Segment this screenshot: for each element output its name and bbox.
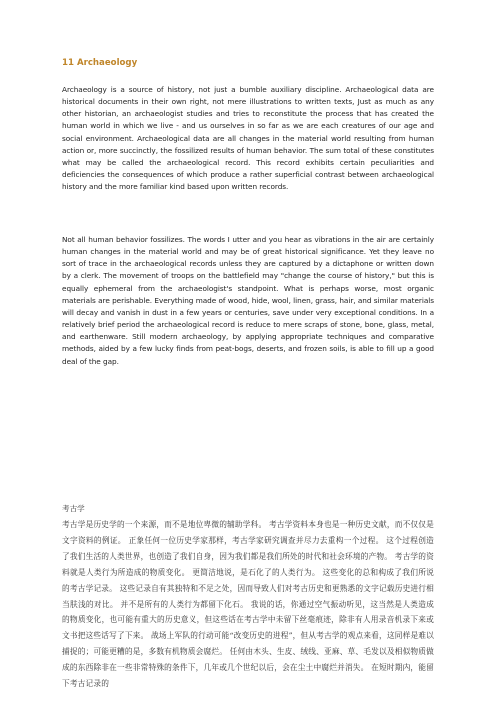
english-paragraph-1: Archaeology is a source of history, not just a bumble auxiliary discipline. Archaeological data are historical documents in their own right, not mere illustrations to written texts, Just as much as any other historian, an archaeologist studies and tries to reconstitute the process that has created the human world in which we live - and us ourselves in so far as we are each creatures of our age and social environment. Archaeological data are all changes in the material world resulting from human action or, more succinctly, the fossilized results of human behavior. The sum total of these constitutes what may be called the archaeological record. This record exhibits certain peculiarities and deficiencies the consequences of which produce a rather superficial contrast between archaeological history and the more familiar kind based upon written records. — [62, 85, 434, 192]
section-title: 11 Archaeology — [62, 58, 138, 68]
chinese-title: 考古学 — [62, 504, 85, 513]
chinese-translation: 考古学是历史学的一个来源，而不是地位卑微的辅助学科。 考古学资料本身也是一种历史文献，而不仅仅是文字资料的例证。 正象任何一位历史学家那样，考古学家研究调查并尽力去重构一个过程。 这个过程创造了我们生活的人类世界，也创造了我们自身，因为我们都是我们所处的时代和社会环境的产物。 考古学的资料就是人类行为所造成的物质变化。 更简洁地说，是石化了的人类行为。 这些变化的总和构成了我们所说的考古学记录。 这些记录自有其独特和不足之处，因而导致人们对考古历史和更熟悉的文字记载历史进行相当肤浅的对比。 并不是所有的人类行为都留下化石。 我说的话，你通过空气振动听见，这当然是人类造成的物质变化，也可能有重大的历史意义，但这些话在考古学中未留下丝毫痕迹，除非有人用录音机录下来或文书把这些话写了下来。 战场上军队的行动可能“改变历史的进程”，但从考古学的观点来看，这同样是难以捕捉的；可能更糟的是，多数有机物质会腐烂。 任何由木头、生皮、绒线、亚麻、草、毛发以及相似物质做成的东西除非在一些非常特殊的条件下，几年或几个世纪以后，会在尘土中腐烂并消失。 在短时期内，能留下考古记录的 — [62, 520, 434, 689]
english-paragraph-2: Not all human behavior fossilizes. The words I utter and you hear as vibrations in the air are certainly human changes in the material world and may be of great historical significance. Yet they leave no sort of trace in the archaeological records unless they are captured by a dictaphone or written down by a clerk. The movement of troops on the battlefield may "change the course of history," but this is equally ephemeral from the archaeologist's standpoint. What is perhaps worse, most organic materials are perishable. Everything made of wood, hide, wool, linen, grass, hair, and similar materials will decay and vanish in dust in a few years or centuries, save under very exceptional conditions. In a relatively brief period the archaeological record is reduce to mere scraps of stone, bone, glass, metal, and earthenware. Still modern archaeology, by applying appropriate techniques and comparative methods, aided by a few lucky finds from peat-bogs, deserts, and frozen soils, is able to fill up a good deal of the gap. — [62, 235, 434, 366]
